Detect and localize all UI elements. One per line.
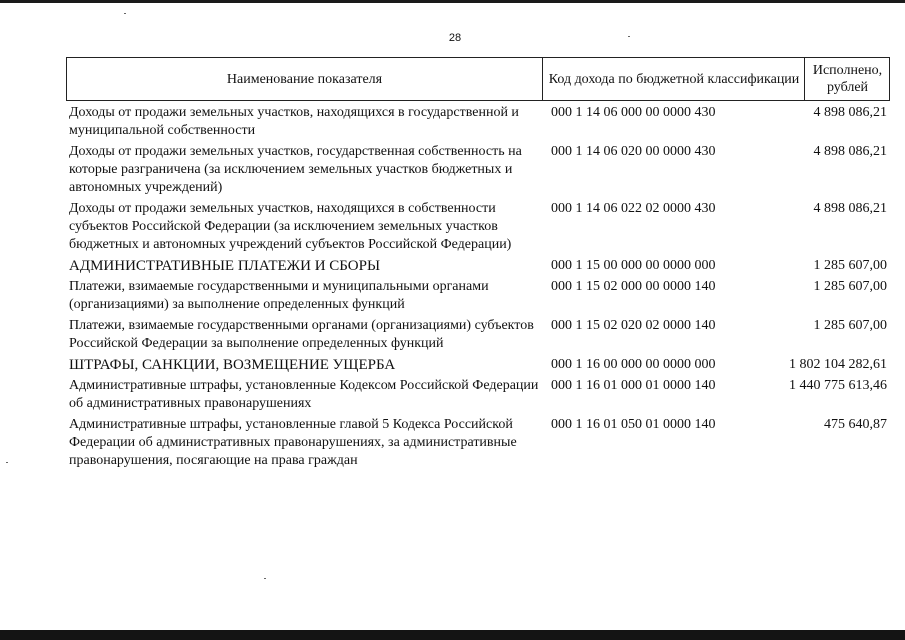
table-body bbox=[69, 104, 887, 473]
header-name: Наименование показателя bbox=[226, 71, 383, 87]
row-amount: 1 285 607,00 bbox=[813, 258, 887, 273]
header-amount: Исполнено, рублей bbox=[804, 58, 890, 100]
page-number: 28 bbox=[448, 32, 462, 44]
row-name: Административные штрафы, установленные Кодексом Российской Федерации об административных правонарушениях bbox=[69, 378, 539, 411]
row-name: Доходы от продажи земельных участков, государственная собственность на которые разграничена (за исключением земельных участков бюджетных и автономных учреждений) bbox=[69, 144, 522, 195]
row-amount: 1 285 607,00 bbox=[813, 318, 887, 333]
row-code: 000 1 14 06 000 00 0000 430 bbox=[551, 105, 716, 120]
table-row bbox=[69, 278, 887, 314]
scan-bottom-border bbox=[0, 630, 905, 640]
row-code: 000 1 16 01 000 01 0000 140 bbox=[551, 378, 716, 393]
row-name: Доходы от продажи земельных участков, находящихся в собственности субъектов Российской Федерации (за исключением земельных участков бюджетных и автономных учреждений субъектов Российской Федерации) bbox=[69, 201, 512, 252]
row-code: 000 1 14 06 020 00 0000 430 bbox=[551, 144, 716, 159]
row-name: Платежи, взимаемые государственными и муниципальными органами (организациями) за выполнение определенных функций bbox=[69, 279, 489, 312]
scan-speck bbox=[628, 36, 630, 37]
row-code: 000 1 16 00 000 00 0000 000 bbox=[551, 357, 716, 372]
scan-speck bbox=[264, 578, 266, 579]
row-name: ШТРАФЫ, САНКЦИИ, ВОЗМЕЩЕНИЕ УЩЕРБА bbox=[69, 357, 396, 373]
row-amount: 1 440 775 613,46 bbox=[789, 378, 887, 393]
table-row-section bbox=[69, 356, 887, 374]
table-row bbox=[69, 317, 887, 353]
row-code: 000 1 15 02 000 00 0000 140 bbox=[551, 279, 716, 294]
row-name: Доходы от продажи земельных участков, находящихся в государственной и муниципальной собственности bbox=[69, 105, 519, 138]
row-amount: 1 285 607,00 bbox=[813, 279, 887, 294]
scan-top-border bbox=[0, 0, 905, 3]
row-code: 000 1 16 01 050 01 0000 140 bbox=[551, 417, 716, 432]
row-code: 000 1 14 06 022 02 0000 430 bbox=[551, 201, 716, 216]
row-amount: 4 898 086,21 bbox=[813, 105, 887, 120]
row-name: АДМИНИСТРАТИВНЫЕ ПЛАТЕЖИ И СБОРЫ bbox=[69, 258, 381, 274]
row-code: 000 1 15 00 000 00 0000 000 bbox=[551, 258, 716, 273]
row-name: Платежи, взимаемые государственными органами (организациями) субъектов Российской Федерации за выполнение определенных функций bbox=[69, 318, 534, 351]
row-name: Административные штрафы, установленные главой 5 Кодекса Российской Федерации об административных правонарушениях, за административные правонарушения, посягающие на права граждан bbox=[69, 417, 517, 468]
row-amount: 4 898 086,21 bbox=[813, 144, 887, 159]
scan-speck bbox=[6, 462, 8, 463]
row-amount: 475 640,87 bbox=[824, 417, 887, 432]
row-amount: 4 898 086,21 bbox=[813, 201, 887, 216]
table-header bbox=[66, 57, 890, 101]
table-row bbox=[69, 200, 887, 254]
scan-speck bbox=[124, 13, 126, 14]
row-amount: 1 802 104 282,61 bbox=[789, 357, 887, 372]
row-code: 000 1 15 02 020 02 0000 140 bbox=[551, 318, 716, 333]
table-row-section bbox=[69, 257, 887, 275]
header-code: Код дохода по бюджетной классификации bbox=[542, 58, 805, 100]
table-row bbox=[69, 143, 887, 197]
table-row bbox=[69, 377, 887, 413]
table-row bbox=[69, 416, 887, 470]
table-row bbox=[69, 104, 887, 140]
